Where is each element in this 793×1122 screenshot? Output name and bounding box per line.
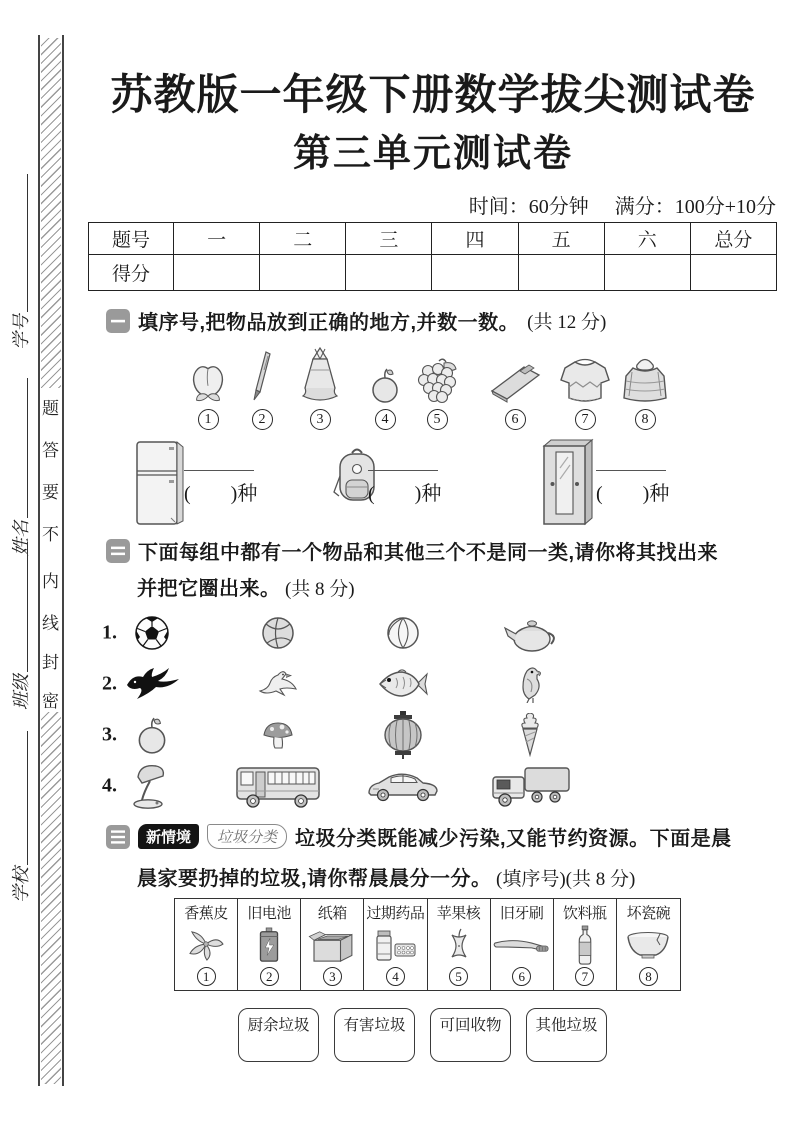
category-box-recyclable: 可回收物 bbox=[430, 1008, 511, 1062]
wardrobe-answer-blank bbox=[596, 436, 669, 506]
section3-text-line2-wrap bbox=[137, 862, 635, 891]
section1-number-icon bbox=[106, 309, 130, 333]
section2-title-line2: 并把它圈出来。 bbox=[137, 578, 281, 600]
score-empty-cell bbox=[432, 255, 518, 291]
circled-number: 8 bbox=[635, 409, 656, 430]
section1-items bbox=[0, 346, 793, 432]
beach-ball-icon bbox=[385, 615, 421, 651]
circled-number: 5 bbox=[449, 967, 468, 986]
circled-number: 2 bbox=[260, 967, 279, 986]
circled-number: 7 bbox=[575, 967, 594, 986]
garbage-items-table bbox=[174, 898, 681, 991]
car-icon bbox=[365, 769, 441, 803]
garbage-cell-apple-core bbox=[428, 899, 491, 990]
score-table bbox=[88, 222, 777, 291]
circled-number: 8 bbox=[639, 967, 658, 986]
apple-icon bbox=[136, 715, 168, 755]
circled-number: 2 bbox=[252, 409, 273, 430]
school-field bbox=[7, 731, 33, 903]
row-number: 2. bbox=[102, 672, 117, 695]
garbage-cell-expired-medicine bbox=[364, 899, 427, 990]
row-number: 3. bbox=[102, 723, 117, 746]
seal-text-char: 题 bbox=[42, 399, 59, 418]
class-label: 班级 bbox=[11, 674, 31, 710]
item-grapes bbox=[415, 346, 459, 430]
score-empty-cell bbox=[518, 255, 604, 291]
garbage-label: 过期药品 bbox=[366, 906, 425, 922]
student-id-label: 学号 bbox=[11, 314, 31, 350]
section2-number-icon bbox=[106, 539, 130, 563]
section1-title: 填序号,把物品放到正确的地方,并数一数。 bbox=[138, 312, 520, 334]
seal-text-char: 要 bbox=[42, 483, 59, 502]
pen-icon bbox=[251, 350, 273, 404]
section2-row-3 bbox=[88, 710, 688, 760]
topic-badge: 垃圾分类 bbox=[207, 824, 287, 849]
section2-title-line1: 下面每组中都有一个物品和其他三个不是同一类,请你将其找出来 bbox=[138, 542, 719, 564]
category-box-hazardous-waste: 有害垃圾 bbox=[334, 1008, 415, 1062]
circled-number: 3 bbox=[310, 409, 331, 430]
grapes-icon bbox=[415, 356, 459, 404]
score-empty-cell bbox=[690, 255, 776, 291]
score-empty-cell bbox=[604, 255, 690, 291]
item-notebook bbox=[486, 346, 544, 430]
school-blank bbox=[25, 731, 28, 865]
answer-line bbox=[596, 436, 666, 471]
dove-icon bbox=[256, 668, 300, 700]
section2-row-4 bbox=[88, 761, 688, 811]
parrot-icon bbox=[515, 665, 545, 703]
wardrobe-icon bbox=[537, 436, 595, 528]
desk-lamp-icon bbox=[130, 762, 174, 810]
mushroom-icon bbox=[262, 721, 294, 749]
answer-line bbox=[184, 436, 254, 471]
item-peach bbox=[187, 346, 229, 430]
seal-text-char: 不 bbox=[42, 525, 59, 544]
class-field bbox=[7, 542, 33, 710]
circled-number: 4 bbox=[386, 967, 405, 986]
ice-cream-icon bbox=[519, 713, 541, 757]
peach-icon bbox=[187, 360, 229, 404]
dress-icon bbox=[295, 346, 345, 404]
new-context-badge: 新情境 bbox=[138, 824, 199, 849]
section3-text-line2: 晨家要扔掉的垃圾,请你帮晨晨分一分。 bbox=[137, 868, 492, 890]
garbage-cell-drink-bottle bbox=[554, 899, 617, 990]
seal-text-char: 内 bbox=[42, 572, 59, 591]
circled-number: 1 bbox=[198, 409, 219, 430]
section1-heading bbox=[106, 306, 606, 335]
row-number: 4. bbox=[102, 774, 117, 797]
item-dress bbox=[295, 346, 345, 430]
garbage-label: 苹果核 bbox=[436, 906, 481, 922]
notebook-icon bbox=[486, 360, 544, 404]
battery-icon bbox=[257, 927, 281, 963]
class-blank bbox=[25, 542, 28, 672]
item-pen bbox=[251, 346, 273, 430]
seal-text-char: 线 bbox=[42, 614, 59, 633]
item-jacket bbox=[619, 346, 671, 430]
score-table-score-row bbox=[89, 255, 777, 291]
score-header-cell: 二 bbox=[260, 223, 346, 255]
section2-title-line2-wrap bbox=[137, 572, 355, 601]
paper-title: 苏教版一年级下册数学拔尖测试卷 bbox=[110, 71, 756, 118]
seal-text-char: 密 bbox=[42, 692, 59, 711]
garbage-categories bbox=[238, 1008, 607, 1062]
bus-icon bbox=[233, 763, 323, 809]
section3-text-line1: 垃圾分类既能减少污染,又能节约资源。下面是晨 bbox=[295, 828, 732, 850]
garbage-label: 香蕉皮 bbox=[184, 906, 228, 922]
cardboard-box-icon bbox=[307, 927, 357, 963]
score-header-cell: 总分 bbox=[690, 223, 776, 255]
score-header-cell: 六 bbox=[604, 223, 690, 255]
score-header-cell: 题号 bbox=[89, 223, 174, 255]
count-blank: ( )种 bbox=[368, 483, 442, 505]
score-header-cell: 一 bbox=[174, 223, 260, 255]
circled-number: 3 bbox=[323, 967, 342, 986]
backpack-answer-blank bbox=[368, 436, 441, 506]
apple-core-icon bbox=[449, 927, 469, 963]
basketball-icon bbox=[260, 615, 296, 651]
garbage-cell-broken-bowl bbox=[617, 899, 680, 990]
circled-number: 1 bbox=[197, 967, 216, 986]
apple-icon bbox=[370, 366, 400, 404]
seal-hatch-bottom bbox=[41, 712, 61, 1084]
jacket-icon bbox=[619, 354, 671, 404]
seal-text-char: 答 bbox=[42, 441, 59, 460]
count-blank: ( )种 bbox=[184, 483, 258, 505]
garbage-cell-cardboard-box bbox=[301, 899, 364, 990]
garbage-label: 旧电池 bbox=[247, 906, 291, 922]
time-limit: 时间：60分钟 bbox=[468, 196, 589, 218]
truck-icon bbox=[489, 764, 571, 808]
score-header-cell: 五 bbox=[518, 223, 604, 255]
section1-points: (共 12 分) bbox=[527, 312, 607, 333]
lantern-icon bbox=[382, 711, 424, 759]
item-apple bbox=[370, 346, 400, 430]
time-score-line bbox=[88, 190, 776, 219]
section2-heading bbox=[106, 536, 718, 565]
score-empty-cell bbox=[174, 255, 260, 291]
circled-number: 5 bbox=[427, 409, 448, 430]
full-score: 满分：100分+10分 bbox=[614, 196, 776, 218]
toothbrush-icon bbox=[493, 935, 551, 955]
circled-number: 4 bbox=[375, 409, 396, 430]
garbage-cell-banana-peel bbox=[175, 899, 238, 990]
score-header-cell: 四 bbox=[432, 223, 518, 255]
garbage-cell-battery bbox=[238, 899, 301, 990]
school-label: 学校 bbox=[11, 867, 31, 903]
category-box-kitchen-waste: 厨余垃圾 bbox=[238, 1008, 319, 1062]
circled-number: 6 bbox=[505, 409, 526, 430]
section3-number-icon bbox=[106, 825, 130, 849]
garbage-label: 坏瓷碗 bbox=[626, 906, 671, 922]
answer-line bbox=[368, 436, 438, 471]
row-number: 1. bbox=[102, 621, 117, 644]
seal-inner-rule bbox=[38, 35, 40, 1086]
garbage-label: 饮料瓶 bbox=[563, 906, 607, 922]
score-empty-cell bbox=[260, 255, 346, 291]
item-sweater bbox=[557, 346, 613, 430]
banana-peel-icon bbox=[188, 929, 224, 961]
name-label: 姓名 bbox=[11, 520, 31, 556]
score-table-header-row bbox=[89, 223, 777, 255]
category-box-other-waste: 其他垃圾 bbox=[526, 1008, 607, 1062]
unit-title: 第三单元测试卷 bbox=[292, 133, 573, 175]
score-empty-cell bbox=[346, 255, 432, 291]
garbage-label: 旧牙刷 bbox=[499, 906, 544, 922]
circled-number: 7 bbox=[575, 409, 596, 430]
section3-suffix: (填序号)(共 8 分) bbox=[496, 869, 636, 890]
section2-points: (共 8 分) bbox=[284, 579, 355, 600]
expired-medicine-icon bbox=[373, 928, 417, 962]
seal-hatch-top bbox=[41, 38, 61, 388]
broken-bowl-icon bbox=[626, 930, 670, 960]
section2-row-1 bbox=[88, 608, 688, 658]
garbage-cell-toothbrush bbox=[491, 899, 554, 990]
fish-icon bbox=[376, 668, 430, 700]
fridge-answer-blank bbox=[184, 436, 257, 506]
soccer-ball-icon bbox=[133, 614, 171, 652]
section3-heading bbox=[106, 822, 732, 851]
garbage-label: 纸箱 bbox=[317, 906, 347, 922]
score-row-label: 得分 bbox=[89, 255, 174, 291]
section2-row-2 bbox=[88, 659, 688, 709]
swallow-icon bbox=[123, 666, 181, 702]
seal-text-char: 封 bbox=[42, 653, 59, 672]
student-id-blank bbox=[25, 174, 28, 312]
circled-number: 6 bbox=[512, 967, 531, 986]
drink-bottle-icon bbox=[575, 925, 595, 965]
score-header-cell: 三 bbox=[346, 223, 432, 255]
sweater-icon bbox=[557, 356, 613, 404]
count-blank: ( )种 bbox=[596, 483, 670, 505]
teapot-icon bbox=[502, 613, 558, 653]
seal-outer-rule bbox=[62, 35, 64, 1086]
student-id-field bbox=[7, 174, 33, 350]
fridge-icon bbox=[132, 438, 188, 528]
